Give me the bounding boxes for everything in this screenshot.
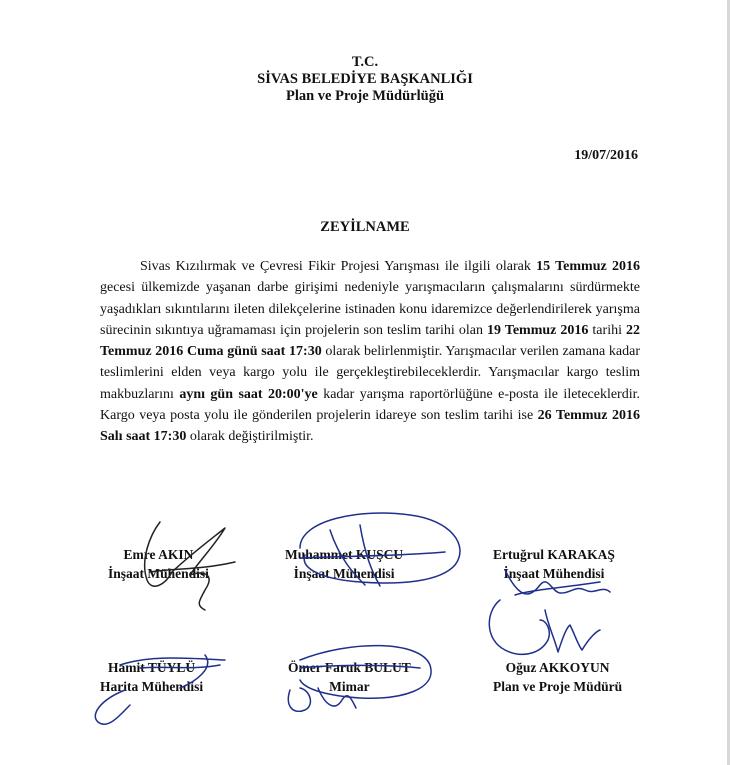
document-title: ZEYİLNAME	[320, 219, 410, 235]
signatory-title: Mimar	[329, 679, 370, 694]
signature-block-ertugrul-karakas	[493, 545, 615, 583]
signature-block-omer-faruk-bulut	[288, 658, 411, 696]
signatory-name: Ertuğrul KARAKAŞ	[493, 547, 615, 562]
signatory-name: Oğuz AKKOYUN	[505, 660, 610, 675]
body-bold-4: aynı gün saat 20:00'ye	[179, 386, 318, 402]
document-date: 19/07/2016	[574, 148, 638, 163]
announcement-body	[100, 256, 640, 448]
body-bold-1: 15 Temmuz 2016	[536, 259, 640, 274]
signature-block-muhammet-kuscu	[285, 545, 403, 583]
signatory-name: Ömer Faruk BULUT	[288, 660, 411, 675]
signature-block-emre-akin	[108, 545, 209, 583]
body-text-3: tarihi	[588, 322, 626, 338]
header-line-department: Plan ve Proje Müdürlüğü	[285, 88, 445, 104]
signatory-title: Harita Mühendisi	[100, 679, 204, 694]
signature-block-hamit-tuylu	[100, 658, 203, 696]
body-bold-2: 19 Temmuz 2016	[486, 322, 589, 338]
signatory-title: İnşaat Mühendisi	[503, 566, 605, 581]
body-text-6: olarak değiştirilmiştir.	[186, 429, 314, 445]
body-text-2: gecesi ülkemizde yaşanan darbe girişimi nedeniyle yarışmacıların çalışmalarını sürdürmekte yaşadıkları sıkıntılarını ileten dilekçelerine istinaden konu idaremizce değerlendirilerek yarışma sürecinin sıkıntıya uğramaması için projelerin son teslim tarihi olan	[100, 280, 640, 338]
signatory-name: Muhammet KUŞCU	[285, 547, 404, 562]
header-line-tc: T.C.	[351, 54, 379, 70]
body-bold-3: 22 Temmuz 2016 Cuma günü saat 17:30	[100, 322, 640, 360]
signature-block-oguz-akkoyun	[493, 658, 622, 696]
signatory-title: Plan ve Proje Müdürü	[493, 679, 623, 694]
body-text-5: kadar yarışma raportörlüğüne e-posta ile ileteceklerdir. Kargo veya posta yolu ile gönderilen projelerin idareye son teslim tarihi ise	[100, 386, 641, 424]
header-line-municipality: SİVAS BELEDİYE BAŞKANLIĞI	[257, 71, 473, 87]
signatory-title: İnşaat Mühendisi	[108, 566, 209, 581]
body-bold-5: 26 Temmuz 2016 Salı saat 17:30	[100, 408, 640, 445]
signatory-name: Hamit TÜYLÜ	[108, 660, 196, 675]
letterhead	[0, 54, 730, 105]
signatory-title: İnşaat Mühendisi	[293, 566, 395, 581]
body-text-1: Sivas Kızılırmak ve Çevresi Fikir Projesi Yarışması ile ilgili olarak	[140, 259, 537, 274]
announcement-paragraph	[100, 256, 640, 448]
body-text-4: olarak belirlenmiştir. Yarışmacılar verilen zamana kadar teslimlerini elden veya kargo yolu ile gerçekleştirebileceklerdir. Yarışmacılar kargo teslim makbuzlarını	[100, 344, 641, 402]
signature-oguz-akkoyun	[489, 600, 600, 654]
signatory-name: Emre AKIN	[123, 547, 194, 562]
